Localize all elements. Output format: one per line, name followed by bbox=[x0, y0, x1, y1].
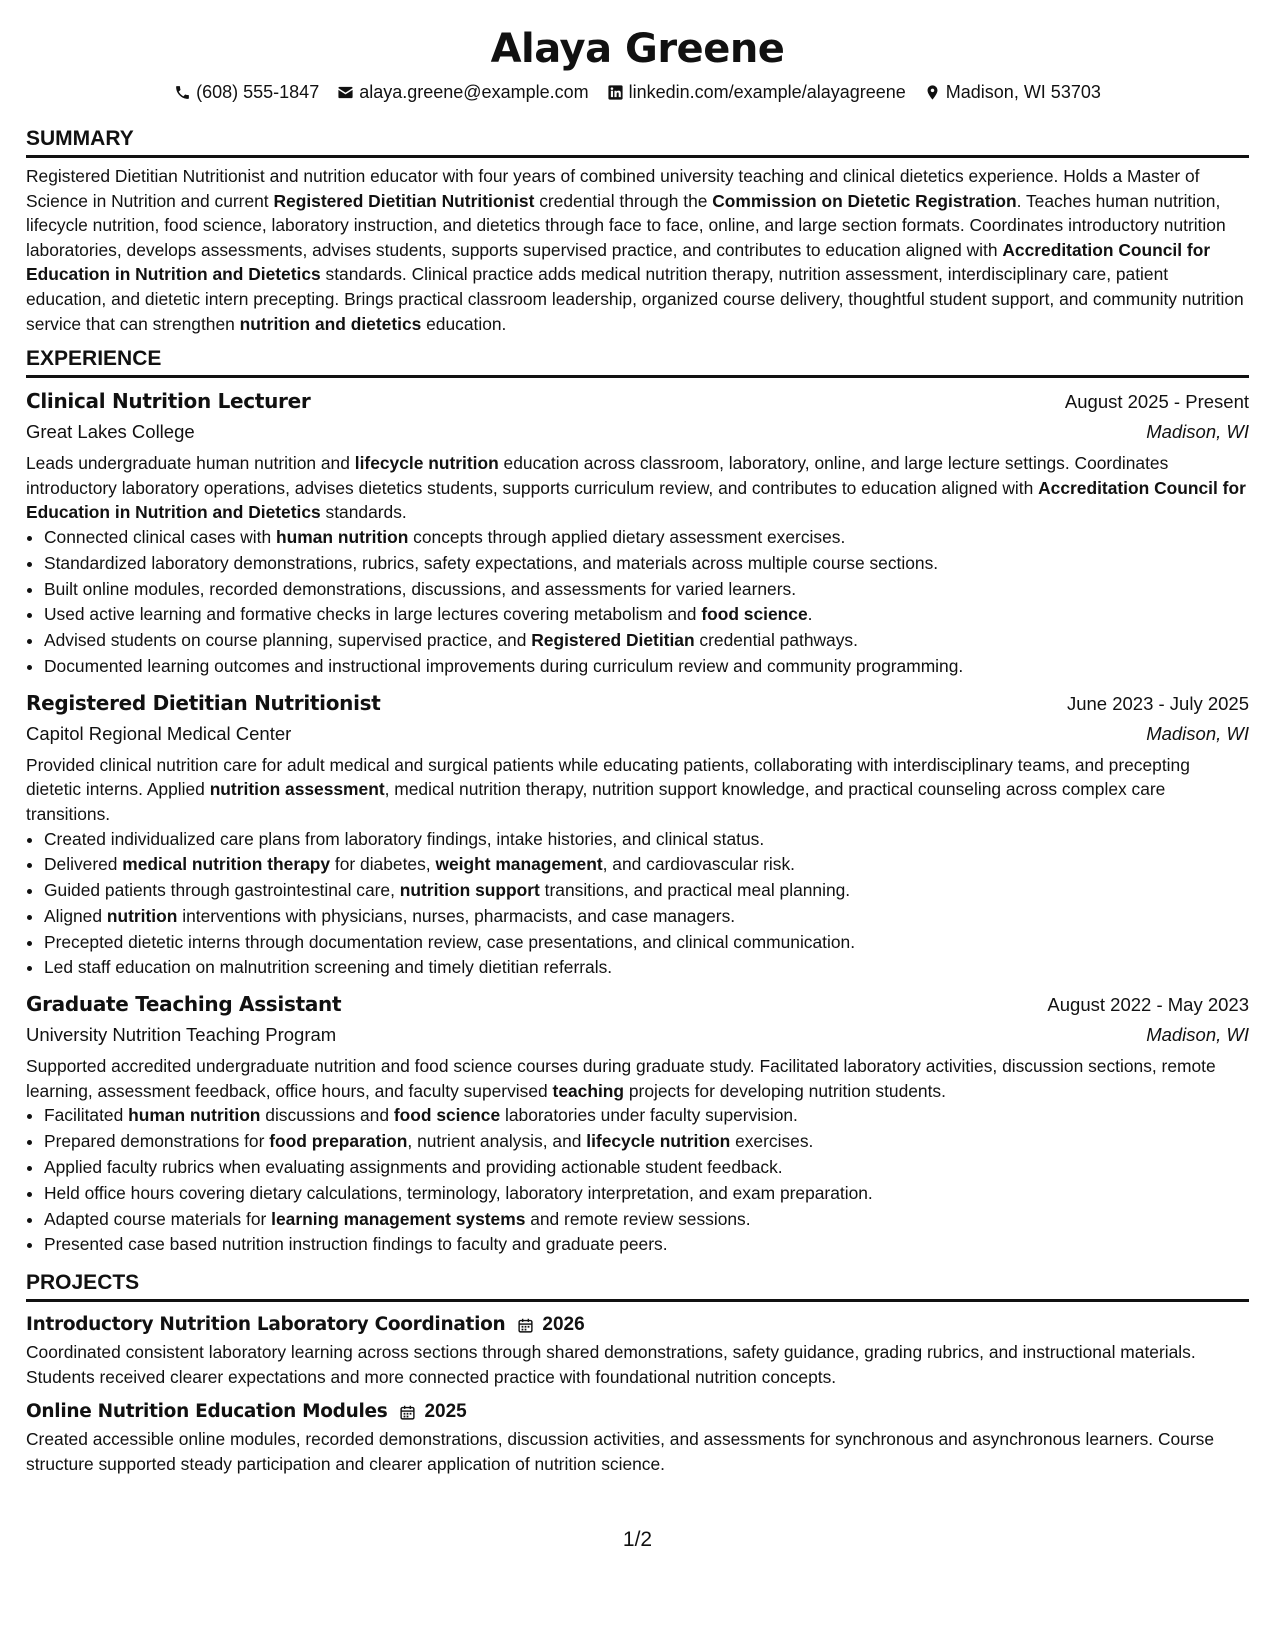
bullet-item bbox=[44, 930, 1249, 956]
bullet-keyword: nutrition support bbox=[399, 880, 540, 901]
bullet-text: Built online modules, recorded demonstrations, discussions, and assessments for varied learners. bbox=[44, 578, 797, 599]
job-header bbox=[26, 989, 1249, 1020]
job-location: Madison, WI bbox=[1146, 1024, 1249, 1046]
job-location: Madison, WI bbox=[1146, 421, 1249, 443]
summary-text bbox=[26, 164, 1249, 336]
job-title: Clinical Nutrition Lecturer bbox=[26, 389, 311, 414]
job-description bbox=[26, 1054, 1249, 1103]
bullet-item bbox=[44, 1129, 1249, 1155]
bullet-text: interventions with physicians, nurses, pharmacists, and case managers. bbox=[177, 905, 736, 926]
bullet-item bbox=[44, 1103, 1249, 1129]
job-entry bbox=[26, 688, 1249, 982]
desc-keyword: lifecycle nutrition bbox=[354, 453, 499, 474]
phone-icon bbox=[174, 84, 191, 101]
bullet-text: and remote review sessions. bbox=[525, 1208, 751, 1229]
bullet-keyword: food preparation bbox=[269, 1131, 408, 1152]
project-entry bbox=[26, 1310, 1249, 1389]
email-link[interactable]: alaya.greene@example.com bbox=[359, 82, 589, 102]
bullet-text: Connected clinical cases with bbox=[44, 526, 276, 547]
job-dates: August 2022 - May 2023 bbox=[1047, 994, 1249, 1016]
project-header bbox=[26, 1310, 1249, 1340]
summary-part: credential through the bbox=[534, 190, 713, 211]
desc-part: Supported accredited undergraduate nutrition and food science courses during graduate study. Facilitated laboratory activities, discussion sections, remote learning, assessment feedback, office hours, and faculty supervised bbox=[26, 1056, 1216, 1101]
bullet-text: , and cardiovascular risk. bbox=[602, 854, 795, 875]
bullet-keyword: Registered Dietitian bbox=[531, 630, 695, 651]
project-description: Created accessible online modules, recorded demonstrations, discussion activities, and assessments for synchronous and asynchronous learners. Course structure supported steady participation and clearer application of nutrition science. bbox=[26, 1429, 1215, 1475]
job-title: Graduate Teaching Assistant bbox=[26, 992, 342, 1017]
bullet-text: Documented learning outcomes and instructional improvements during curriculum review and community programming. bbox=[44, 655, 964, 676]
project-title: Introductory Nutrition Laboratory Coordination bbox=[26, 1314, 506, 1336]
bullet-item bbox=[44, 1232, 1249, 1258]
bullet-text: , nutrient analysis, and bbox=[407, 1131, 587, 1152]
project-year: 2026 bbox=[542, 1314, 585, 1336]
desc-keyword: Accreditation Council for Education in Nutrition and Dietetics bbox=[26, 477, 1246, 523]
job-organization: University Nutrition Teaching Program bbox=[26, 1024, 337, 1046]
bullet-text: laboratories under faculty supervision. bbox=[500, 1105, 798, 1126]
contact-location bbox=[924, 80, 1101, 104]
bullet-item bbox=[44, 654, 1249, 680]
summary-part: standards. Clinical practice adds medical nutrition therapy, nutrition assessment, interdisciplinary care, patient education, and dietetic intern precepting. Brings practical classroom leadership, organized course delivery, thoughtful student support, and community nutrition service that can strengthen bbox=[26, 264, 1244, 334]
desc-part: standards. bbox=[320, 502, 407, 523]
bullet-text: Aligned bbox=[44, 905, 107, 926]
bullet-text: Prepared demonstrations for bbox=[44, 1131, 270, 1152]
job-header bbox=[26, 386, 1249, 417]
job-entry bbox=[26, 989, 1249, 1258]
contact-linkedin[interactable] bbox=[607, 80, 906, 104]
job-header bbox=[26, 688, 1249, 719]
bullet-item bbox=[44, 878, 1249, 904]
bullet-item bbox=[44, 628, 1249, 654]
desc-part: Leads undergraduate human nutrition and bbox=[26, 453, 355, 474]
desc-part: Provided clinical nutrition care for adult medical and surgical patients while educating patients, collaborating with interdisciplinary teams, and precepting dietetic interns. Applied bbox=[26, 754, 1190, 800]
job-subheader bbox=[26, 417, 1249, 447]
calendar-icon bbox=[517, 1317, 534, 1334]
summary-part: Registered Dietitian Nutritionist and nutrition educator with four years of combined university teaching and clinical dietetics experience. Holds a Master of Science in Nutrition and current bbox=[26, 166, 1200, 211]
bullet-item bbox=[44, 1207, 1249, 1233]
map-pin-icon bbox=[924, 84, 941, 101]
linkedin-icon bbox=[607, 84, 624, 101]
bullet-keyword: lifecycle nutrition bbox=[586, 1131, 731, 1152]
job-title: Registered Dietitian Nutritionist bbox=[26, 690, 381, 715]
bullet-keyword: nutrition bbox=[106, 905, 178, 926]
bullet-item bbox=[44, 602, 1249, 628]
bullet-text: concepts through applied dietary assessment exercises. bbox=[408, 526, 846, 547]
page-number: 1/2 bbox=[622, 1528, 653, 1551]
bullet-item bbox=[44, 904, 1249, 930]
bullet-text: Adapted course materials for bbox=[44, 1208, 272, 1229]
job-dates: June 2023 - July 2025 bbox=[1066, 692, 1249, 714]
resume-header bbox=[26, 0, 1249, 104]
summary-part: . Teaches human nutrition, lifecycle nutrition, food science, laboratory instruction, and dietetics through face to face, online, and large section formats. Coordinates introductory nutrition laboratories, develops assessments, advises students, supports supervised practice, and contributes to education aligned with bbox=[26, 190, 1226, 260]
linkedin-link[interactable]: linkedin.com/example/alayagreene bbox=[628, 82, 906, 102]
bullet-text: exercises. bbox=[730, 1131, 814, 1152]
bullet-text: . bbox=[807, 604, 813, 625]
summary-part: education. bbox=[421, 313, 507, 334]
bullet-item bbox=[44, 577, 1249, 603]
contact-phone bbox=[174, 80, 319, 104]
desc-part: , medical nutrition therapy, nutrition support knowledge, and practical counseling across complex care transitions. bbox=[26, 779, 1166, 824]
job-bullets bbox=[26, 827, 1249, 982]
candidate-name: Alaya Greene bbox=[490, 26, 785, 72]
desc-keyword: teaching bbox=[552, 1080, 625, 1101]
envelope-icon bbox=[337, 84, 354, 101]
bullet-text: Delivered bbox=[44, 854, 123, 875]
job-bullets bbox=[26, 525, 1249, 680]
project-description: Coordinated consistent laboratory learning across sections through shared demonstrations, safety guidance, grading rubrics, and instructional materials. Students received clearer expectations and more connected practice with foundational nutrition concepts. bbox=[26, 1342, 1196, 1387]
bullet-keyword: food science bbox=[701, 604, 808, 625]
summary-keyword: Accreditation Council for Education in Nutrition and Dietetics bbox=[26, 239, 1211, 285]
contact-bar bbox=[26, 80, 1249, 104]
experience-heading: EXPERIENCE bbox=[26, 346, 1249, 378]
projects-heading: PROJECTS bbox=[26, 1270, 1249, 1302]
bullet-text: transitions, and practical meal planning. bbox=[539, 880, 851, 901]
summary-keyword: Registered Dietitian Nutritionist bbox=[273, 190, 535, 211]
desc-keyword: nutrition assessment bbox=[209, 779, 385, 800]
calendar-icon bbox=[399, 1404, 416, 1421]
project-date bbox=[399, 1397, 466, 1427]
job-subheader bbox=[26, 719, 1249, 749]
bullet-item bbox=[44, 1181, 1249, 1207]
bullet-text: Used active learning and formative checks in large lectures covering metabolism and bbox=[44, 604, 702, 625]
resume-page bbox=[26, 0, 1249, 1477]
contact-email[interactable] bbox=[337, 80, 588, 104]
bullet-keyword: weight management bbox=[435, 854, 603, 875]
job-location: Madison, WI bbox=[1146, 722, 1249, 744]
job-organization: Great Lakes College bbox=[26, 421, 195, 443]
bullet-item bbox=[44, 955, 1249, 981]
bullet-text: Precepted dietetic interns through documentation review, case presentations, and clinical communication. bbox=[44, 931, 856, 952]
desc-part: education across classroom, laboratory, online, and large lecture settings. Coordinates introductory laboratory operations, advises dietetics students, supports curriculum review, and contributes to education aligned with bbox=[26, 453, 1169, 498]
bullet-text: credential pathways. bbox=[694, 630, 858, 651]
project-entry bbox=[26, 1397, 1249, 1476]
phone-text: (608) 555-1847 bbox=[196, 82, 320, 102]
project-title: Online Nutrition Education Modules bbox=[26, 1401, 388, 1423]
job-description bbox=[26, 753, 1249, 827]
bullet-text: Applied faculty rubrics when evaluating assignments and providing actionable student feedback. bbox=[44, 1157, 783, 1178]
bullet-keyword: human nutrition bbox=[128, 1105, 261, 1126]
bullet-text: Standardized laboratory demonstrations, rubrics, safety expectations, and materials across multiple course sections. bbox=[44, 552, 939, 573]
job-description bbox=[26, 451, 1249, 525]
project-year: 2025 bbox=[424, 1401, 467, 1423]
bullet-text: Held office hours covering dietary calculations, terminology, laboratory interpretation, and exam preparation. bbox=[44, 1182, 873, 1203]
bullet-item bbox=[44, 525, 1249, 551]
bullet-item bbox=[44, 827, 1249, 853]
bullet-text: for diabetes, bbox=[330, 854, 436, 875]
job-dates: August 2025 - Present bbox=[1064, 391, 1249, 413]
bullet-item bbox=[44, 1155, 1249, 1181]
bullet-text: Led staff education on malnutrition screening and timely dietitian referrals. bbox=[44, 957, 613, 978]
bullet-item bbox=[44, 551, 1249, 577]
summary-keyword: nutrition and dietetics bbox=[239, 313, 422, 334]
bullet-keyword: human nutrition bbox=[276, 526, 409, 547]
job-bullets bbox=[26, 1103, 1249, 1258]
bullet-keyword: learning management systems bbox=[271, 1208, 526, 1229]
bullet-text: Advised students on course planning, supervised practice, and bbox=[44, 630, 532, 651]
summary-keyword: Commission on Dietetic Registration bbox=[712, 190, 1017, 211]
summary-heading: SUMMARY bbox=[26, 126, 1249, 158]
job-entry bbox=[26, 386, 1249, 680]
job-organization: Capitol Regional Medical Center bbox=[26, 722, 292, 744]
bullet-text: Guided patients through gastrointestinal care, bbox=[44, 880, 400, 901]
bullet-item bbox=[44, 852, 1249, 878]
bullet-keyword: medical nutrition therapy bbox=[122, 854, 331, 875]
bullet-text: discussions and bbox=[260, 1105, 394, 1126]
job-subheader bbox=[26, 1020, 1249, 1050]
bullet-text: Created individualized care plans from laboratory findings, intake histories, and clinical status. bbox=[44, 828, 765, 849]
location-text: Madison, WI 53703 bbox=[945, 82, 1101, 102]
project-header bbox=[26, 1397, 1249, 1427]
bullet-text: Facilitated bbox=[44, 1105, 129, 1126]
desc-part: projects for developing nutrition students. bbox=[624, 1080, 946, 1101]
bullet-keyword: food science bbox=[393, 1105, 501, 1126]
project-date bbox=[517, 1310, 584, 1340]
bullet-text: Presented case based nutrition instruction findings to faculty and graduate peers. bbox=[44, 1234, 668, 1255]
